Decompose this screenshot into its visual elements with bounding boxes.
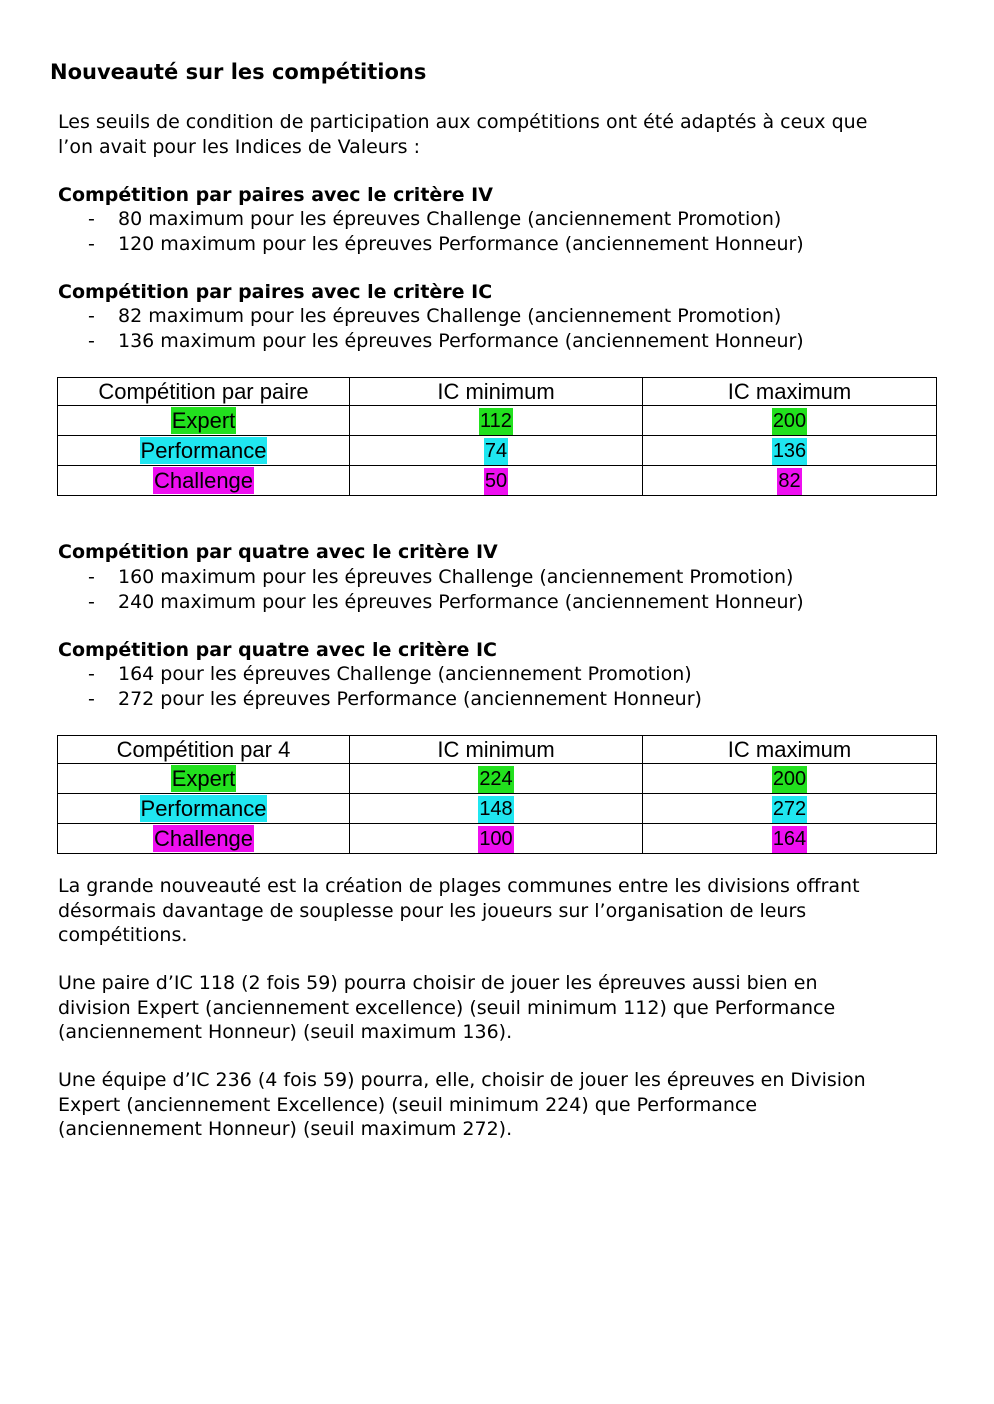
max-cell <box>643 466 937 496</box>
table-header-row <box>58 736 937 764</box>
table-row <box>58 764 937 794</box>
page-title: Nouveauté sur les compétitions <box>50 60 427 84</box>
min-cell <box>350 764 643 794</box>
list-item-text: 136 maximum pour les épreuves Performance (anciennement Honneur) <box>118 329 804 352</box>
list-item <box>88 329 804 354</box>
paragraph-line: désormais davantage de souplesse pour les joueurs sur l’organisation de leurs <box>58 899 807 922</box>
table-header-row <box>58 378 937 406</box>
max-cell <box>643 824 937 854</box>
paragraph-pair-example <box>58 971 835 1045</box>
max-value: 272 <box>772 796 807 823</box>
column-header: IC maximum <box>643 378 937 406</box>
table-row <box>58 466 937 496</box>
table-row <box>58 794 937 824</box>
paragraph-new-ranges <box>58 874 860 948</box>
table-pairs <box>57 377 937 496</box>
division-label: Performance <box>140 796 267 821</box>
list-item-text: 82 maximum pour les épreuves Challenge (anciennement Promotion) <box>118 305 782 327</box>
division-cell <box>58 406 350 436</box>
column-header: IC maximum <box>643 736 937 764</box>
list-item-text: 80 maximum pour les épreuves Challenge (anciennement Promotion) <box>118 208 782 230</box>
list-dash: - <box>88 663 95 685</box>
column-header: IC minimum <box>350 736 643 764</box>
table-row <box>58 824 937 854</box>
list-dash: - <box>88 232 95 255</box>
division-label: Expert <box>171 766 236 791</box>
paragraph-line: compétitions. <box>58 924 188 946</box>
division-label: Performance <box>140 438 267 463</box>
division-cell <box>58 466 350 496</box>
list-item <box>88 565 804 590</box>
list-item <box>88 304 804 329</box>
division-cell <box>58 764 350 794</box>
list-four-ic <box>88 662 702 711</box>
list-pairs-ic <box>88 304 804 353</box>
list-item <box>88 662 702 687</box>
paragraph-line: Une équipe d’IC 236 (4 fois 59) pourra, elle, choisir de jouer les épreuves en Division <box>58 1069 866 1091</box>
section-heading-pairs-iv: Compétition par paires avec le critère IV <box>58 184 493 206</box>
list-item-text: 120 maximum pour les épreuves Performance (anciennement Honneur) <box>118 232 804 255</box>
section-heading-pairs-ic: Compétition par paires avec le critère IC <box>58 281 493 303</box>
list-item-text: 272 pour les épreuves Performance (anciennement Honneur) <box>118 687 702 710</box>
list-pairs-iv <box>88 207 804 256</box>
max-value: 200 <box>772 766 807 793</box>
division-cell <box>58 794 350 824</box>
table-row <box>58 436 937 466</box>
list-item <box>88 687 702 712</box>
max-cell <box>643 794 937 824</box>
min-value: 224 <box>478 766 513 793</box>
list-item <box>88 207 804 232</box>
max-value: 164 <box>772 826 807 853</box>
min-cell <box>350 436 643 466</box>
column-header: Compétition par paire <box>58 378 350 406</box>
paragraph-team-example <box>58 1068 866 1142</box>
list-item-text: 160 maximum pour les épreuves Challenge (anciennement Promotion) <box>118 566 794 588</box>
intro-line: l’on avait pour les Indices de Valeurs : <box>58 135 420 158</box>
min-cell <box>350 466 643 496</box>
min-value: 148 <box>478 796 513 823</box>
list-dash: - <box>88 329 95 352</box>
paragraph-line: division Expert (anciennement excellence) (seuil minimum 112) que Performance <box>58 996 836 1019</box>
section-heading-four-ic: Compétition par quatre avec le critère IC <box>58 639 497 661</box>
list-item-text: 240 maximum pour les épreuves Performance (anciennement Honneur) <box>118 590 804 613</box>
column-header: IC minimum <box>350 378 643 406</box>
intro-line: Les seuils de condition de participation aux compétitions ont été adaptés à ceux que <box>58 111 868 133</box>
table-row <box>58 406 937 436</box>
min-value: 100 <box>478 826 513 853</box>
column-header: Compétition par 4 <box>58 736 350 764</box>
list-dash: - <box>88 208 95 230</box>
max-cell <box>643 406 937 436</box>
paragraph-line: (anciennement Honneur) (seuil maximum 136). <box>58 1021 513 1043</box>
max-cell <box>643 436 937 466</box>
intro-paragraph <box>58 110 867 159</box>
paragraph-line: Une paire d’IC 118 (2 fois 59) pourra choisir de jouer les épreuves aussi bien en <box>58 972 818 994</box>
max-value: 200 <box>772 408 807 435</box>
max-value: 136 <box>772 438 807 465</box>
table-four <box>57 735 937 854</box>
list-item <box>88 590 804 615</box>
division-cell <box>58 436 350 466</box>
list-item-text: 164 pour les épreuves Challenge (anciennement Promotion) <box>118 663 692 685</box>
list-dash: - <box>88 687 95 710</box>
list-dash: - <box>88 305 95 327</box>
min-value: 112 <box>479 408 513 435</box>
division-label: Expert <box>171 408 236 433</box>
division-label: Challenge <box>153 826 254 851</box>
list-dash: - <box>88 590 95 613</box>
min-value: 74 <box>484 438 508 465</box>
list-dash: - <box>88 566 95 588</box>
paragraph-line: Expert (anciennement Excellence) (seuil minimum 224) que Performance <box>58 1093 758 1116</box>
min-cell <box>350 824 643 854</box>
division-label: Challenge <box>153 468 254 493</box>
min-value: 50 <box>484 468 508 495</box>
max-value: 82 <box>777 468 801 495</box>
min-cell <box>350 794 643 824</box>
min-cell <box>350 406 643 436</box>
paragraph-line: (anciennement Honneur) (seuil maximum 272). <box>58 1118 513 1140</box>
paragraph-line: La grande nouveauté est la création de plages communes entre les divisions offrant <box>58 875 860 897</box>
list-four-iv <box>88 565 804 614</box>
division-cell <box>58 824 350 854</box>
max-cell <box>643 764 937 794</box>
list-item <box>88 232 804 257</box>
section-heading-four-iv: Compétition par quatre avec le critère IV <box>58 541 498 563</box>
